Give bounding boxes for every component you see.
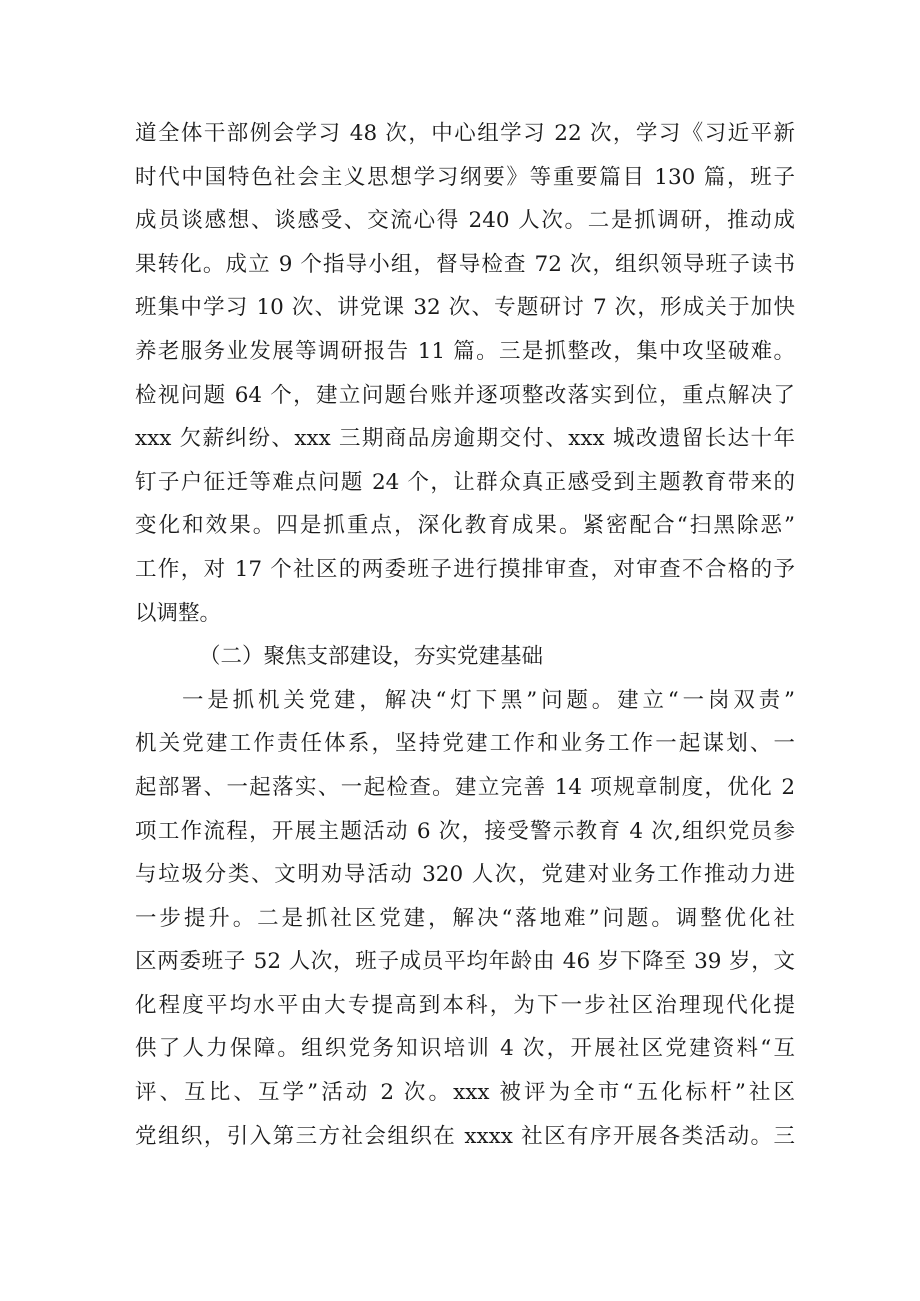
section-heading: （二）聚焦支部建设，夯实党建基础 [199, 644, 544, 670]
paragraph1-line-1: 道全体干部例会学习 48 次，中心组学习 22 次，学习《习近平新 [135, 121, 795, 146]
paragraph2-line-2: 机关党建工作责任体系，坚持党建工作和业务工作一起谋划、一 [135, 731, 795, 757]
paragraph1-line-7: 检视问题 64 个，建立问题台账并逐项整改落实到位，重点解决了 [135, 382, 795, 408]
paragraph2-line-10: 评、互比、互学”活动 2 次。xxx 被评为全市“五化标杆”社区 [135, 1080, 795, 1106]
paragraph2-line-8: 化程度平均水平由大专提高到本科，为下一步社区治理现代化提 [135, 992, 795, 1018]
paragraph1-line-8: xxx 欠薪纠纷、xxx 三期商品房逾期交付、xxx 城改遗留长达十年 [135, 426, 795, 452]
paragraph1-line-6: 养老服务业发展等调研报告 11 篇。三是抓整改，集中攻坚破难。 [135, 338, 795, 364]
paragraph1-line-2: 时代中国特色社会主义思想学习纲要》等重要篇目 130 篇，班子 [135, 164, 795, 190]
paragraph1-line-3: 成员谈感想、谈感受、交流心得 240 人次。二是抓调研，推动成 [135, 208, 795, 234]
paragraph2-line-9: 供了人力保障。组织党务知识培训 4 次，开展社区党建资料“互 [135, 1036, 795, 1062]
paragraph1-line-12: 以调整。 [135, 600, 222, 626]
paragraph2-line-11: 党组织，引入第三方社会组织在 xxxx 社区有序开展各类活动。三 [135, 1123, 795, 1149]
paragraph1-line-4: 果转化。成立 9 个指导小组，督导检查 72 次，组织领导班子读书 [135, 251, 795, 277]
paragraph2-line-1: 一是抓机关党建，解决“灯下黑”问题。建立“一岗双责” [182, 687, 795, 713]
paragraph1-line-5: 班集中学习 10 次、讲党课 32 次、专题研讨 7 次，形成关于加快 [135, 295, 795, 321]
paragraph1-line-10: 变化和效果。四是抓重点，深化教育成果。紧密配合“扫黑除恶” [135, 513, 795, 539]
paragraph1-line-9: 钉子户征迁等难点问题 24 个，让群众真正感受到主题教育带来的 [135, 469, 795, 495]
paragraph2-line-7: 区两委班子 52 人次，班子成员平均年龄由 46 岁下降至 39 岁，文 [135, 949, 795, 975]
paragraph2-line-6: 一步提升。二是抓社区党建，解决“落地难”问题。调整优化社 [135, 905, 795, 931]
paragraph1-line-11: 工作，对 17 个社区的两委班子进行摸排审查，对审查不合格的予 [135, 556, 795, 582]
paragraph2-line-4: 项工作流程，开展主题活动 6 次，接受警示教育 4 次,组织党员参 [135, 818, 795, 844]
paragraph2-line-5: 与垃圾分类、文明劝导活动 320 人次，党建对业务工作推动力进 [135, 862, 795, 888]
paragraph2-line-3: 起部署、一起落实、一起检查。建立完善 14 项规章制度，优化 2 [135, 774, 795, 800]
body-text [135, 112, 795, 1158]
